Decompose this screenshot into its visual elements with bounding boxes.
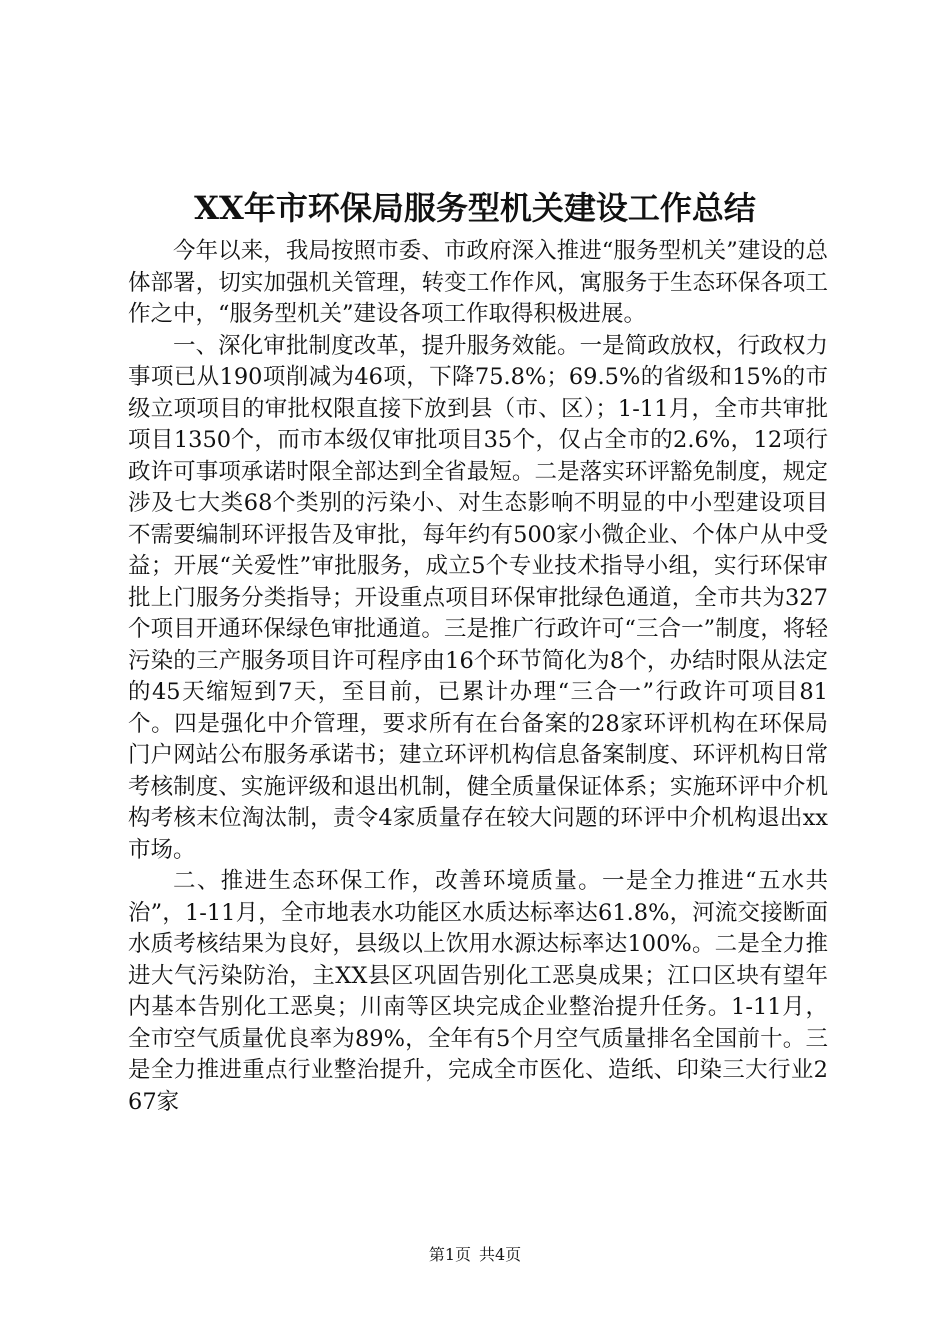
paragraph-section-two: 二、推进生态环保工作，改善环境质量。一是全力推进“五水共治”，1-11月，全市地表水功能区水质达标率达61.8%，河流交接断面水质考核结果为良好，县级以上饮用水源达标率达100%。二是全力推进大气污染防治，主XX县区巩固告别化工恶臭成果；江口区块有望年内基本告别化工恶臭；川南等区块完成企业整治提升任务。1-11月，全市空气质量优良率为89%，全年有5个月空气质量排名全国前十。三是全力推进重点行业整治提升，完成全市医化、造纸、印染三大行业267家 bbox=[128, 868, 828, 1115]
page-number: 第1页 bbox=[428, 1245, 471, 1264]
page-total: 共4页 bbox=[479, 1245, 522, 1264]
paragraph-section-one: 一、深化审批制度改革，提升服务效能。一是简政放权，行政权力事项已从190项削减为46项，下降75.8%；69.5%的省级和15%的市级立项项目的审批权限直接下放到县（市、区）；1-11月，全市共审批项目1350个，而市本级仅审批项目35个，仅占全市的2.6%，12项行政许可事项承诺时限全部达到全省最短。二是落实环评豁免制度，规定涉及七大类68个类别的污染小、对生态影响不明显的中小型建设项目不需要编制环评报告及审批，每年约有500家小微企业、个体户从中受益；开展“关爱性”审批服务，成立5个专业技术指导小组，实行环保审批上门服务分类指导；开设重点项目环保审批绿色通道，全市共为327个项目开通环保绿色审批通道。三是推广行政许可“三合一”制度，将轻污染的三产服务项目许可程序由16个环节简化为8个，办结时限从法定的45天缩短到7天，至目前，已累计办理“三合一”行政许可项目81个。四是强化中介管理，要求所有在台备案的28家环评机构在环保局门户网站公布服务承诺书；建立环评机构信息备案制度、环评机构日常考核制度、实施评级和退出机制，健全质量保证体系；实施环评中介机构考核末位淘汰制，责令4家质量存在较大问题的环评中介机构退出xx市场。 bbox=[128, 332, 828, 863]
document-title: XX年市环保局服务型机关建设工作总结 bbox=[194, 189, 756, 227]
paragraph-intro: 今年以来，我局按照市委、市政府深入推进“服务型机关”建设的总体部署，切实加强机关管理，转变工作作风，寓服务于生态环保各项工作之中，“服务型机关”建设各项工作取得积极进展。 bbox=[128, 238, 828, 327]
document-body bbox=[128, 236, 828, 1118]
page-footer bbox=[0, 1244, 950, 1266]
